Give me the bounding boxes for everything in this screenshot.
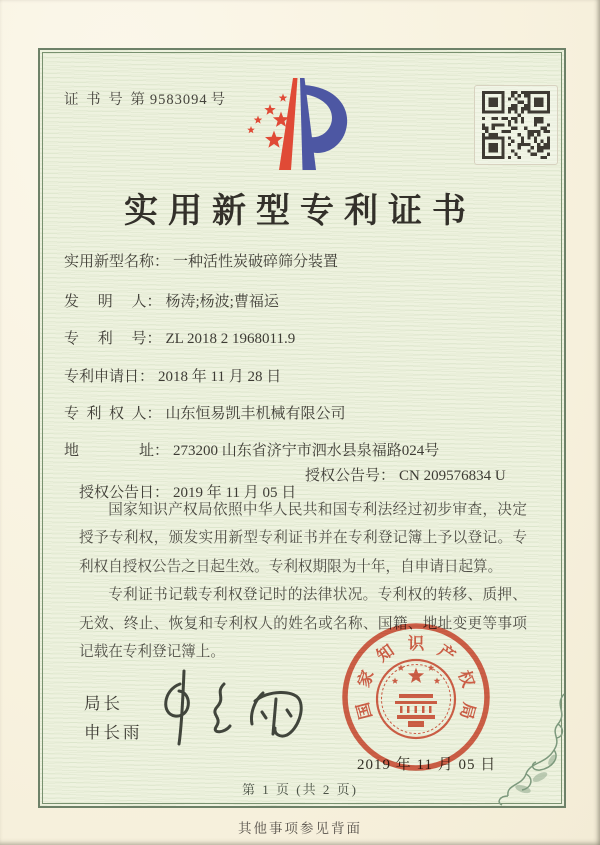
- field-value: ZL 2018 2 1968011.9: [165, 331, 296, 347]
- field-label: 专利申请日：: [64, 369, 155, 385]
- field-value: 2019 年 11 月 05 日: [173, 485, 297, 501]
- field-label: 授权公告号：: [305, 468, 396, 484]
- officer-block: [84, 690, 143, 748]
- svg-text:国: 国: [353, 700, 376, 722]
- national-emblem-icon: [377, 660, 455, 738]
- field-label: 发 明 人：: [64, 294, 162, 310]
- svg-text:权: 权: [454, 667, 479, 690]
- legal-paragraph-1: 国家知识产权局依照中华人民共和国专利法经过初步审查，决定授予专利权，颁发实用新型专利证书并在专利登记簿上予以登记。专利权自授权公告之日起生效。专利权期限为十年，自申请日起算。: [79, 502, 527, 575]
- field-value: 273200 山东省济宁市泗水县泉福路024号: [173, 443, 440, 459]
- svg-text:局: 局: [456, 700, 479, 722]
- certificate-number-value: 9583094: [149, 92, 208, 108]
- corner-flourish-icon: [494, 692, 572, 806]
- qr-code-icon: [482, 91, 550, 159]
- officer-title: 局长: [84, 694, 123, 713]
- legal-paragraph-2: 专利证书记载专利权登记时的法律状况。专利权的转移、质押、无效、终止、恢复和专利权人的姓名或名称、国籍、地址变更等事项记载在专利登记簿上。: [79, 587, 527, 661]
- cnipa-logo-icon: [230, 70, 372, 186]
- certificate-number-suffix: 号: [210, 92, 228, 108]
- svg-text:家: 家: [353, 667, 378, 690]
- field-value: 2018 年 11 月 28 日: [158, 369, 282, 385]
- field-filing-date: [64, 365, 524, 386]
- field-utility-model-name: [64, 250, 524, 271]
- svg-text:识: 识: [407, 634, 425, 653]
- commissioner-signature-icon: [148, 666, 328, 754]
- field-inventor: [64, 290, 524, 311]
- field-address: [64, 439, 524, 460]
- field-value: 山东恒易凯丰机械有限公司: [165, 406, 346, 422]
- officer-name: 申长雨: [84, 722, 143, 742]
- certificate-title: 实用新型专利证书: [124, 193, 476, 230]
- field-value: CN 209576834 U: [399, 468, 506, 484]
- field-label: 专 利 权 人：: [64, 406, 162, 422]
- page-number: 第 1 页 (共 2 页): [242, 782, 358, 797]
- svg-text:知: 知: [373, 640, 398, 666]
- field-grant-number: [305, 464, 506, 485]
- field-label: 地 址：: [64, 443, 170, 459]
- field-label: 授权公告日：: [79, 485, 170, 501]
- certificate-number-prefix: 证 书 号 第: [64, 92, 147, 108]
- reverse-side-note: 其他事项参见背面: [238, 821, 362, 836]
- logo-blue-bowl: [303, 85, 347, 153]
- field-label: 实用新型名称：: [64, 254, 170, 270]
- field-patent-number: [64, 327, 524, 348]
- certificate-number: [64, 88, 227, 109]
- field-label: 专 利 号：: [64, 331, 162, 347]
- svg-text:产: 产: [434, 640, 459, 666]
- field-value: 一种活性炭破碎筛分装置: [173, 254, 339, 270]
- field-value: 杨涛;杨波;曹福运: [165, 294, 279, 310]
- field-patentee: [64, 402, 524, 423]
- official-seal-icon: [339, 620, 493, 774]
- seal-date: 2019 年 11 月 05 日: [357, 757, 497, 773]
- qr-code: [474, 85, 558, 165]
